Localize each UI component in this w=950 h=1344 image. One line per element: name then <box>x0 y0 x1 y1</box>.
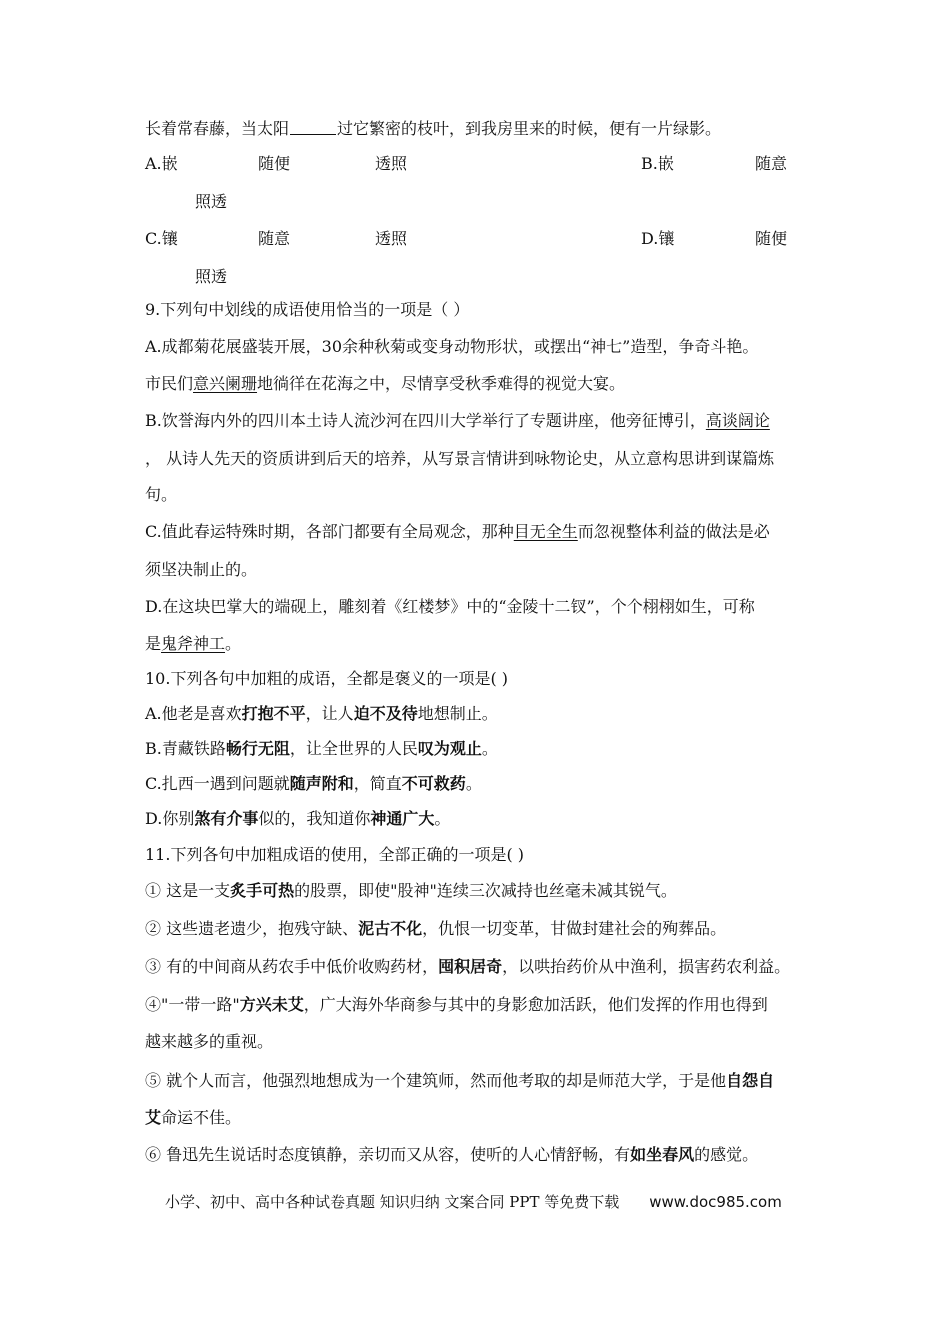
q8-stem-part2: 过它繁密的枝叶，到我房里来的时候，便有一片绿影。 <box>337 119 722 138</box>
q11-sentence-4-line1 <box>145 994 768 1016</box>
q8-option-b-word3: 照透 <box>195 192 228 211</box>
q8-stem <box>145 118 721 140</box>
bold-idiom: 囤积居奇 <box>438 957 503 976</box>
text-segment: 市民们 <box>145 374 194 393</box>
bold-idiom: 泥古不化 <box>358 919 423 938</box>
text-segment: ，让人 <box>305 704 354 723</box>
underlined-idiom: 鬼斧神工 <box>161 634 226 653</box>
bold-idiom: 煞有介事 <box>194 809 259 828</box>
q8-option-d-word2: 随便 <box>755 229 788 248</box>
q10-option-c <box>145 773 482 795</box>
text-segment: C.值此春运特殊时期，各部门都要有全局观念，那种 <box>145 522 514 541</box>
bold-idiom: 炙手可热 <box>230 881 295 900</box>
q10-option-d <box>145 808 450 830</box>
q9-option-a-line1: A.成都菊花展盛装开展，30余种秋菊或变身动物形状，或摆出“神七”造型，争奇斗艳。 <box>145 337 759 356</box>
footer-url: www.doc985.com <box>649 1193 782 1211</box>
text-segment: ④"一带一路" <box>145 995 240 1014</box>
q8-option-c-word2: 随意 <box>258 229 291 248</box>
q11-sentence-5-line2 <box>145 1107 241 1129</box>
page-footer <box>165 1191 782 1213</box>
bold-idiom: 随声附和 <box>289 774 354 793</box>
bold-idiom: 打抱不平 <box>241 704 306 723</box>
q11-sentence-6 <box>145 1144 758 1166</box>
text-segment: 地徜徉在花海之中，尽情享受秋季难得的视觉大宴。 <box>257 374 626 393</box>
q8-option-a-word3: 透照 <box>375 154 408 173</box>
bold-idiom: 方兴未艾 <box>239 995 304 1014</box>
text-segment: ⑥ 鲁迅先生说话时态度镇静，亲切而又从容，使听的人心情舒畅，有 <box>145 1145 631 1164</box>
q8-option-b-label: B.嵌 <box>641 154 674 173</box>
q10-stem: 10.下列各句中加粗的成语，全都是褒义的一项是( ) <box>145 669 509 688</box>
text-segment: 。 <box>434 809 451 828</box>
bold-idiom: 叹为观止 <box>417 739 482 758</box>
text-segment: ，以哄抬药价从中渔利，损害药农利益。 <box>502 957 791 976</box>
q11-sentence-4-line2: 越来越多的重视。 <box>145 1032 274 1051</box>
text-segment: 。 <box>225 634 242 653</box>
bold-idiom: 畅行无阻 <box>225 739 290 758</box>
text-segment: 。 <box>481 739 498 758</box>
text-segment: ，让全世界的人民 <box>289 739 418 758</box>
answer-blank <box>290 118 336 135</box>
q11-sentence-3 <box>145 956 790 978</box>
text-segment: ，简直 <box>353 774 402 793</box>
bold-idiom: 自怨自 <box>726 1071 775 1090</box>
q9-option-a-line2 <box>145 373 625 395</box>
q9-option-d-line2 <box>145 633 241 655</box>
text-segment: 。 <box>465 774 482 793</box>
text-segment: 命运不佳。 <box>161 1108 242 1127</box>
q11-sentence-5-line1 <box>145 1070 774 1092</box>
text-segment: 的感觉。 <box>694 1145 759 1164</box>
text-segment: 地想制止。 <box>417 704 498 723</box>
q9-option-b-line3: 句。 <box>145 485 178 504</box>
text-segment: B.饮誉海内外的四川本土诗人流沙河在四川大学举行了专题讲座，他旁征博引， <box>145 411 706 430</box>
q10-option-b <box>145 738 498 760</box>
q9-option-d-line1: D.在这块巴掌大的端砚上，雕刻着《红楼梦》中的“金陵十二钗”，个个栩栩如生，可称 <box>145 597 755 616</box>
text-segment: ③ 有的中间商从药农手中低价收购药材， <box>145 957 439 976</box>
text-segment: ② 这些遗老遗少，抱残守缺、 <box>145 919 359 938</box>
q9-option-b-line2: ， 从诗人先天的资质讲到后天的培养，从写景言情讲到咏物论史，从立意构思讲到谋篇炼 <box>145 449 775 468</box>
q9-stem: 9.下列句中划线的成语使用恰当的一项是（ ） <box>145 300 470 319</box>
q8-stem-part1: 长着常春藤，当太阳 <box>145 119 290 138</box>
q11-sentence-2 <box>145 918 726 940</box>
text-segment: C.扎西一遇到问题就 <box>145 774 290 793</box>
q8-option-d-label: D.镶 <box>641 229 675 248</box>
text-segment: ，广大海外华商参与其中的身影愈加活跃，他们发挥的作用也得到 <box>303 995 768 1014</box>
text-segment: ⑤ 就个人而言，他强烈地想成为一个建筑师，然而他考取的却是师范大学，于是他 <box>145 1071 727 1090</box>
bold-idiom: 艾 <box>145 1108 162 1127</box>
text-segment: ，仇恨一切变革，甘做封建社会的殉葬品。 <box>422 919 727 938</box>
underlined-idiom: 意兴阑珊 <box>193 374 258 393</box>
bold-idiom: 神通广大 <box>370 809 435 828</box>
text-segment: 是 <box>145 634 162 653</box>
footer-text: 小学、初中、高中各种试卷真题 知识归纳 文案合同 PPT 等免费下载 <box>165 1193 620 1211</box>
q8-option-b-word2: 随意 <box>755 154 788 173</box>
q11-stem: 11.下列各句中加粗成语的使用，全部正确的一项是( ) <box>145 845 525 864</box>
q11-sentence-1 <box>145 880 677 902</box>
underlined-idiom: 目无全生 <box>513 522 578 541</box>
q9-option-c-line1 <box>145 521 770 543</box>
text-segment: 似的，我知道你 <box>258 809 371 828</box>
bold-idiom: 迫不及待 <box>353 704 418 723</box>
bold-idiom: 如坐春风 <box>630 1145 695 1164</box>
q8-option-d-word3: 照透 <box>195 267 228 286</box>
q10-option-a <box>145 703 498 725</box>
text-segment: 而忽视整体利益的做法是必 <box>577 522 770 541</box>
text-segment: 的股票，即使"股神"连续三次减持也丝毫未减其锐气。 <box>294 881 677 900</box>
q8-option-a-label: A.嵌 <box>145 154 178 173</box>
q9-option-c-line2: 须坚决制止的。 <box>145 560 258 579</box>
q8-option-a-word2: 随便 <box>258 154 291 173</box>
underlined-idiom: 高谈阔论 <box>705 411 770 430</box>
q9-option-b-line1 <box>145 410 770 432</box>
q8-option-c-word3: 透照 <box>375 229 408 248</box>
text-segment: D.你别 <box>145 809 195 828</box>
text-segment: ① 这是一支 <box>145 881 231 900</box>
text-segment: B.青藏铁路 <box>145 739 226 758</box>
q8-option-c-label: C.镶 <box>145 229 178 248</box>
bold-idiom: 不可救药 <box>401 774 466 793</box>
text-segment: A.他老是喜欢 <box>145 704 242 723</box>
